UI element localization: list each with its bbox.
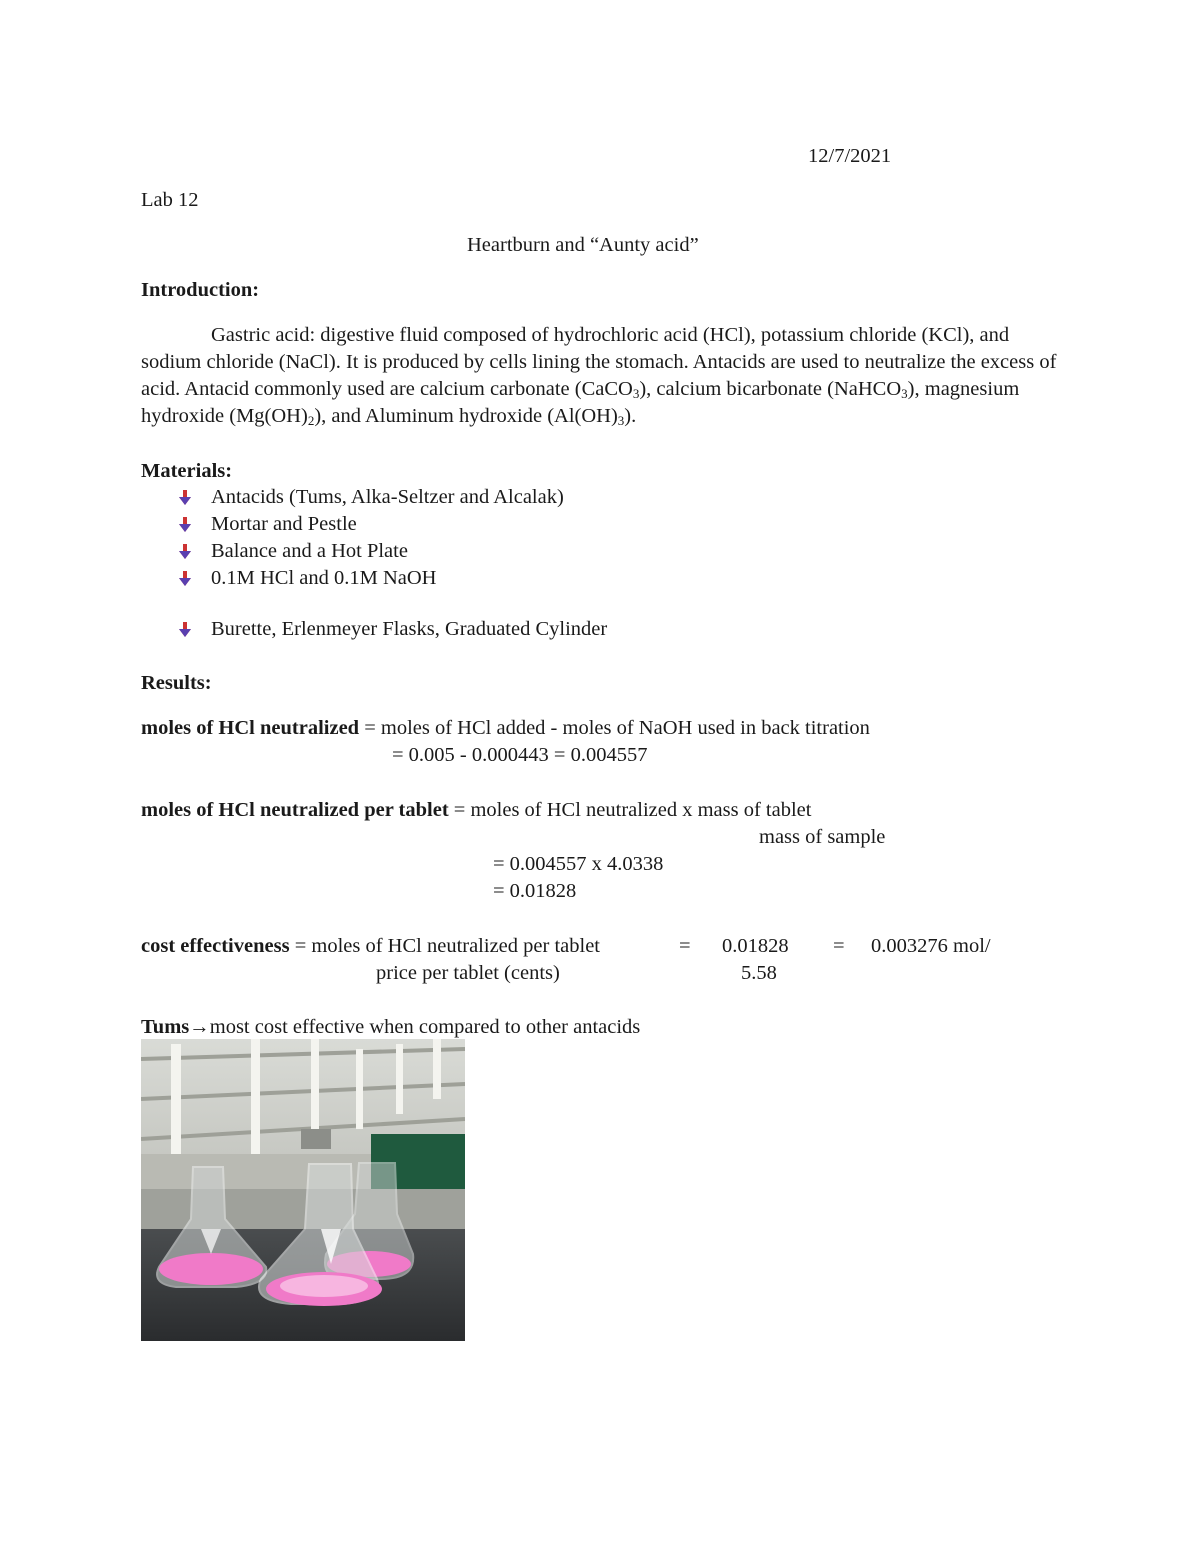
equation-moles-neutralized-value: = 0.005 - 0.000443 = 0.004557 (392, 744, 648, 766)
arrow-bullet-icon (176, 490, 194, 506)
cost-denominator: price per tablet (cents) (376, 962, 560, 984)
cost-result: 0.003276 mol/ (871, 935, 991, 957)
equation-moles-per-tablet: moles of HCl neutralized per tablet = moles of HCl neutralized x mass of tablet (141, 799, 812, 821)
arrow-bullet-icon (176, 622, 194, 638)
equation-substitution: = 0.004557 x 4.0338 (493, 853, 664, 875)
equals-sign: = (833, 935, 845, 957)
document-page: 12/7/2021 Lab 12 Heartburn and “Aunty acid” Introduction: Gastric acid: digestive fluid composed of hydrochloric acid (HCl), potassium chloride (KCl), and sodium chloride (NaCl). It is produced by cells lining the stomach. Antacids are used to neutralize the excess of acid. Antacid commonly used are calcium carbonate (CaCO$_3$), calcium bicarbonate (NaHCO$_3$), magnesium hydroxide $(Mg(OH)_2)$, and Aluminum hydroxide $(Al(OH)_3)$. Materials: Antacids (Tums, Alka-Seltzer and Alcalak) Mortar and Pestle Balance and a Hot Plate 0.1M HCl and 0.1M NaOH Burette, Erlenmeyer Flasks, Graduated Cylinder Results: moles of HCl neutralized = moles of HCl added - moles of NaOH used in back titration = 0.005 - 0.000443 = 0.004557 moles of HCl neutralized per tablet = moles of HCl neutralized x mass of tablet mass of sample = 0.004557 x 4.0338 = 0.01828 cost effectiveness = moles of HCl neutralized per tablet = 0.01828 = 0.003276 mol/ price per tablet (cents) 5.58 Tums→most cost effective when compared to other antacids (0, 0, 1200, 1553)
conclusion: Tums→most cost effective when compared to other antacids (141, 1016, 641, 1038)
document-title: Heartburn and “Aunty acid” (467, 234, 699, 256)
equals-sign: = (679, 935, 691, 957)
arrow-bullet-icon (176, 517, 194, 533)
equation-denominator: mass of sample (759, 826, 886, 848)
equation-result: = 0.01828 (493, 880, 577, 902)
equation-cost-effectiveness: cost effectiveness = moles of HCl neutralized per tablet (141, 935, 600, 957)
arrow-bullet-icon (176, 571, 194, 587)
materials-heading: Materials: (141, 460, 233, 482)
right-arrow-icon: → (189, 1016, 210, 1038)
erlenmeyer-flasks-photo (141, 1039, 465, 1341)
introduction-heading: Introduction: (141, 279, 260, 301)
introduction-paragraph: Gastric acid: digestive fluid composed of hydrochloric acid (HCl), potassium chloride (KCl), and sodium chloride (NaCl). It is produced by cells lining the stomach. Antacids are used to neutralize the excess of acid. Antacid commonly used are calcium carbonate (CaCO$_3$), calcium bicarbonate (NaHCO$_3$), magnesium hydroxide $(Mg(OH)_2)$, and Aluminum hydroxide $(Al(OH)_3)$. (141, 324, 1057, 428)
cost-denominator-value: 5.58 (741, 962, 777, 984)
date: 12/7/2021 (808, 145, 892, 167)
lab-number: Lab 12 (141, 189, 199, 211)
equation-moles-neutralized: moles of HCl neutralized = moles of HCl added - moles of NaOH used in back titration (141, 717, 870, 739)
cost-numerator: 0.01828 (722, 935, 789, 957)
arrow-bullet-icon (176, 544, 194, 560)
results-heading: Results: (141, 672, 212, 694)
